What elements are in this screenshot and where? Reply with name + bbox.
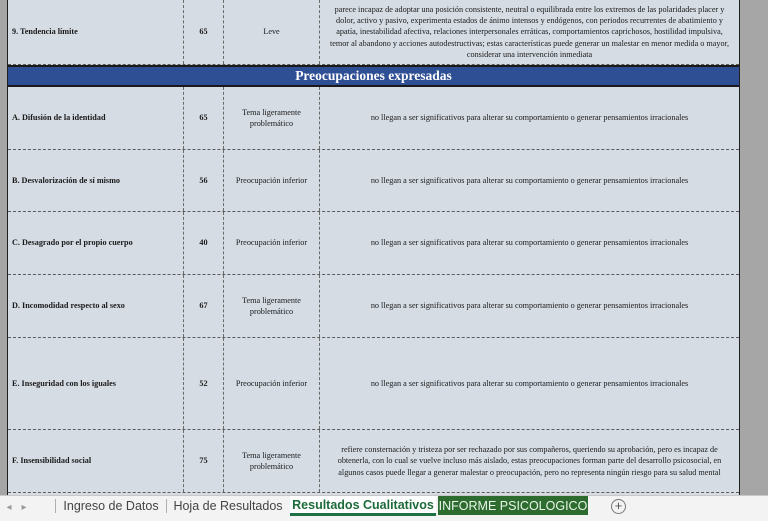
tab-divider xyxy=(166,499,167,513)
results-table xyxy=(7,0,740,495)
scale-name[interactable]: F. Insensibilidad social xyxy=(8,430,184,492)
scale-name[interactable]: D. Incomodidad respecto al sexo xyxy=(8,275,184,337)
scale-score[interactable]: 65 xyxy=(184,87,224,149)
table-row xyxy=(8,338,739,430)
tab-hoja-de-resultados[interactable]: Hoja de Resultados xyxy=(173,498,283,513)
section-header[interactable]: Preocupaciones expresadas xyxy=(8,65,739,87)
scale-description[interactable]: no llegan a ser significativos para alterar su comportamiento o generar pensamientos irracionales xyxy=(370,175,689,185)
scale-score[interactable]: 52 xyxy=(184,338,224,429)
scale-level[interactable]: Leve xyxy=(224,0,320,64)
table-row xyxy=(8,150,739,212)
scale-score[interactable]: 67 xyxy=(184,275,224,337)
scale-level[interactable]: Tema ligeramente problemático xyxy=(224,430,320,492)
scale-name[interactable]: E. Inseguridad con los iguales xyxy=(8,338,184,429)
scale-level[interactable]: Preocupación inferior xyxy=(224,212,320,274)
table-row xyxy=(8,87,739,150)
table-row xyxy=(8,275,739,338)
scale-name[interactable]: B. Desvalorización de sí mismo xyxy=(8,150,184,211)
scale-description[interactable]: parece incapaz de adoptar una posición consistente, neutral o equilibrada entre los extremos de las polaridades placer y dolor, activo y pasivo, experimenta estados de ánimo intensos y endógenos, con periodos recurrentes de abatimiento y apatía, inestabilidad afectiva, relaciones interpersonales erráticas, comportamientos caprichosos, hostilidad impulsiva, temor al abandono y acciones autodestructivas; estas características puede generar un malestar en menor medida o mayor, considerar una intervención inmediata xyxy=(329,5,730,59)
scale-name[interactable]: C. Desagrado por el propio cuerpo xyxy=(8,212,184,274)
scale-level[interactable]: Tema ligeramente problemático xyxy=(224,87,320,149)
scale-score[interactable]: 40 xyxy=(184,212,224,274)
scale-description[interactable]: no llegan a ser significativos para alterar su comportamiento o generar pensamientos irracionales xyxy=(370,378,689,388)
scale-score[interactable]: 56 xyxy=(184,150,224,211)
scale-name[interactable]: 9. Tendencia límite xyxy=(8,0,184,64)
tab-ingreso-de-datos[interactable]: Ingreso de Datos xyxy=(63,498,159,513)
tab-divider xyxy=(55,499,56,513)
scale-level[interactable]: Preocupación inferior xyxy=(224,338,320,429)
scroll-left-arrow-icon[interactable]: ◂ xyxy=(6,502,12,513)
sheet-tab-bar xyxy=(0,495,768,521)
scale-name[interactable]: A. Difusión de la identidad xyxy=(8,87,184,149)
scroll-right-arrow-icon[interactable]: ▸ xyxy=(21,502,27,513)
tab-resultados-cualitativos[interactable]: Resultados Cualitativos xyxy=(290,496,436,516)
table-row xyxy=(8,0,739,65)
table-row xyxy=(8,212,739,275)
scale-description[interactable]: refiere consternación y tristeza por ser rechazado por sus compañeros, queriendo su aprobación, pero es incapaz de obtenerla, con lo cual se vuelve incluso más aislado, estas preocupaciones forman parte del desarrollo psicosocial, en algunos casos puede llegar a generar malestar o preocupación, pero no representa ningún riesgo para su salud mental xyxy=(337,445,722,477)
scale-score[interactable]: 65 xyxy=(184,0,224,64)
add-sheet-icon[interactable]: + xyxy=(611,499,626,514)
table-row xyxy=(8,430,739,493)
scale-level[interactable]: Tema ligeramente problemático xyxy=(224,275,320,337)
scale-score[interactable]: 75 xyxy=(184,430,224,492)
tab-informe-psicologico[interactable]: INFORME PSICOLOGICO xyxy=(438,496,588,515)
scale-description[interactable]: no llegan a ser significativos para alterar su comportamiento o generar pensamientos irracionales xyxy=(370,238,689,248)
scale-description[interactable]: no llegan a ser significativos para alterar su comportamiento o generar pensamientos irracionales xyxy=(370,113,689,123)
scale-description[interactable]: no llegan a ser significativos para alterar su comportamiento o generar pensamientos irracionales xyxy=(370,301,689,311)
scale-level[interactable]: Preocupación inferior xyxy=(224,150,320,211)
